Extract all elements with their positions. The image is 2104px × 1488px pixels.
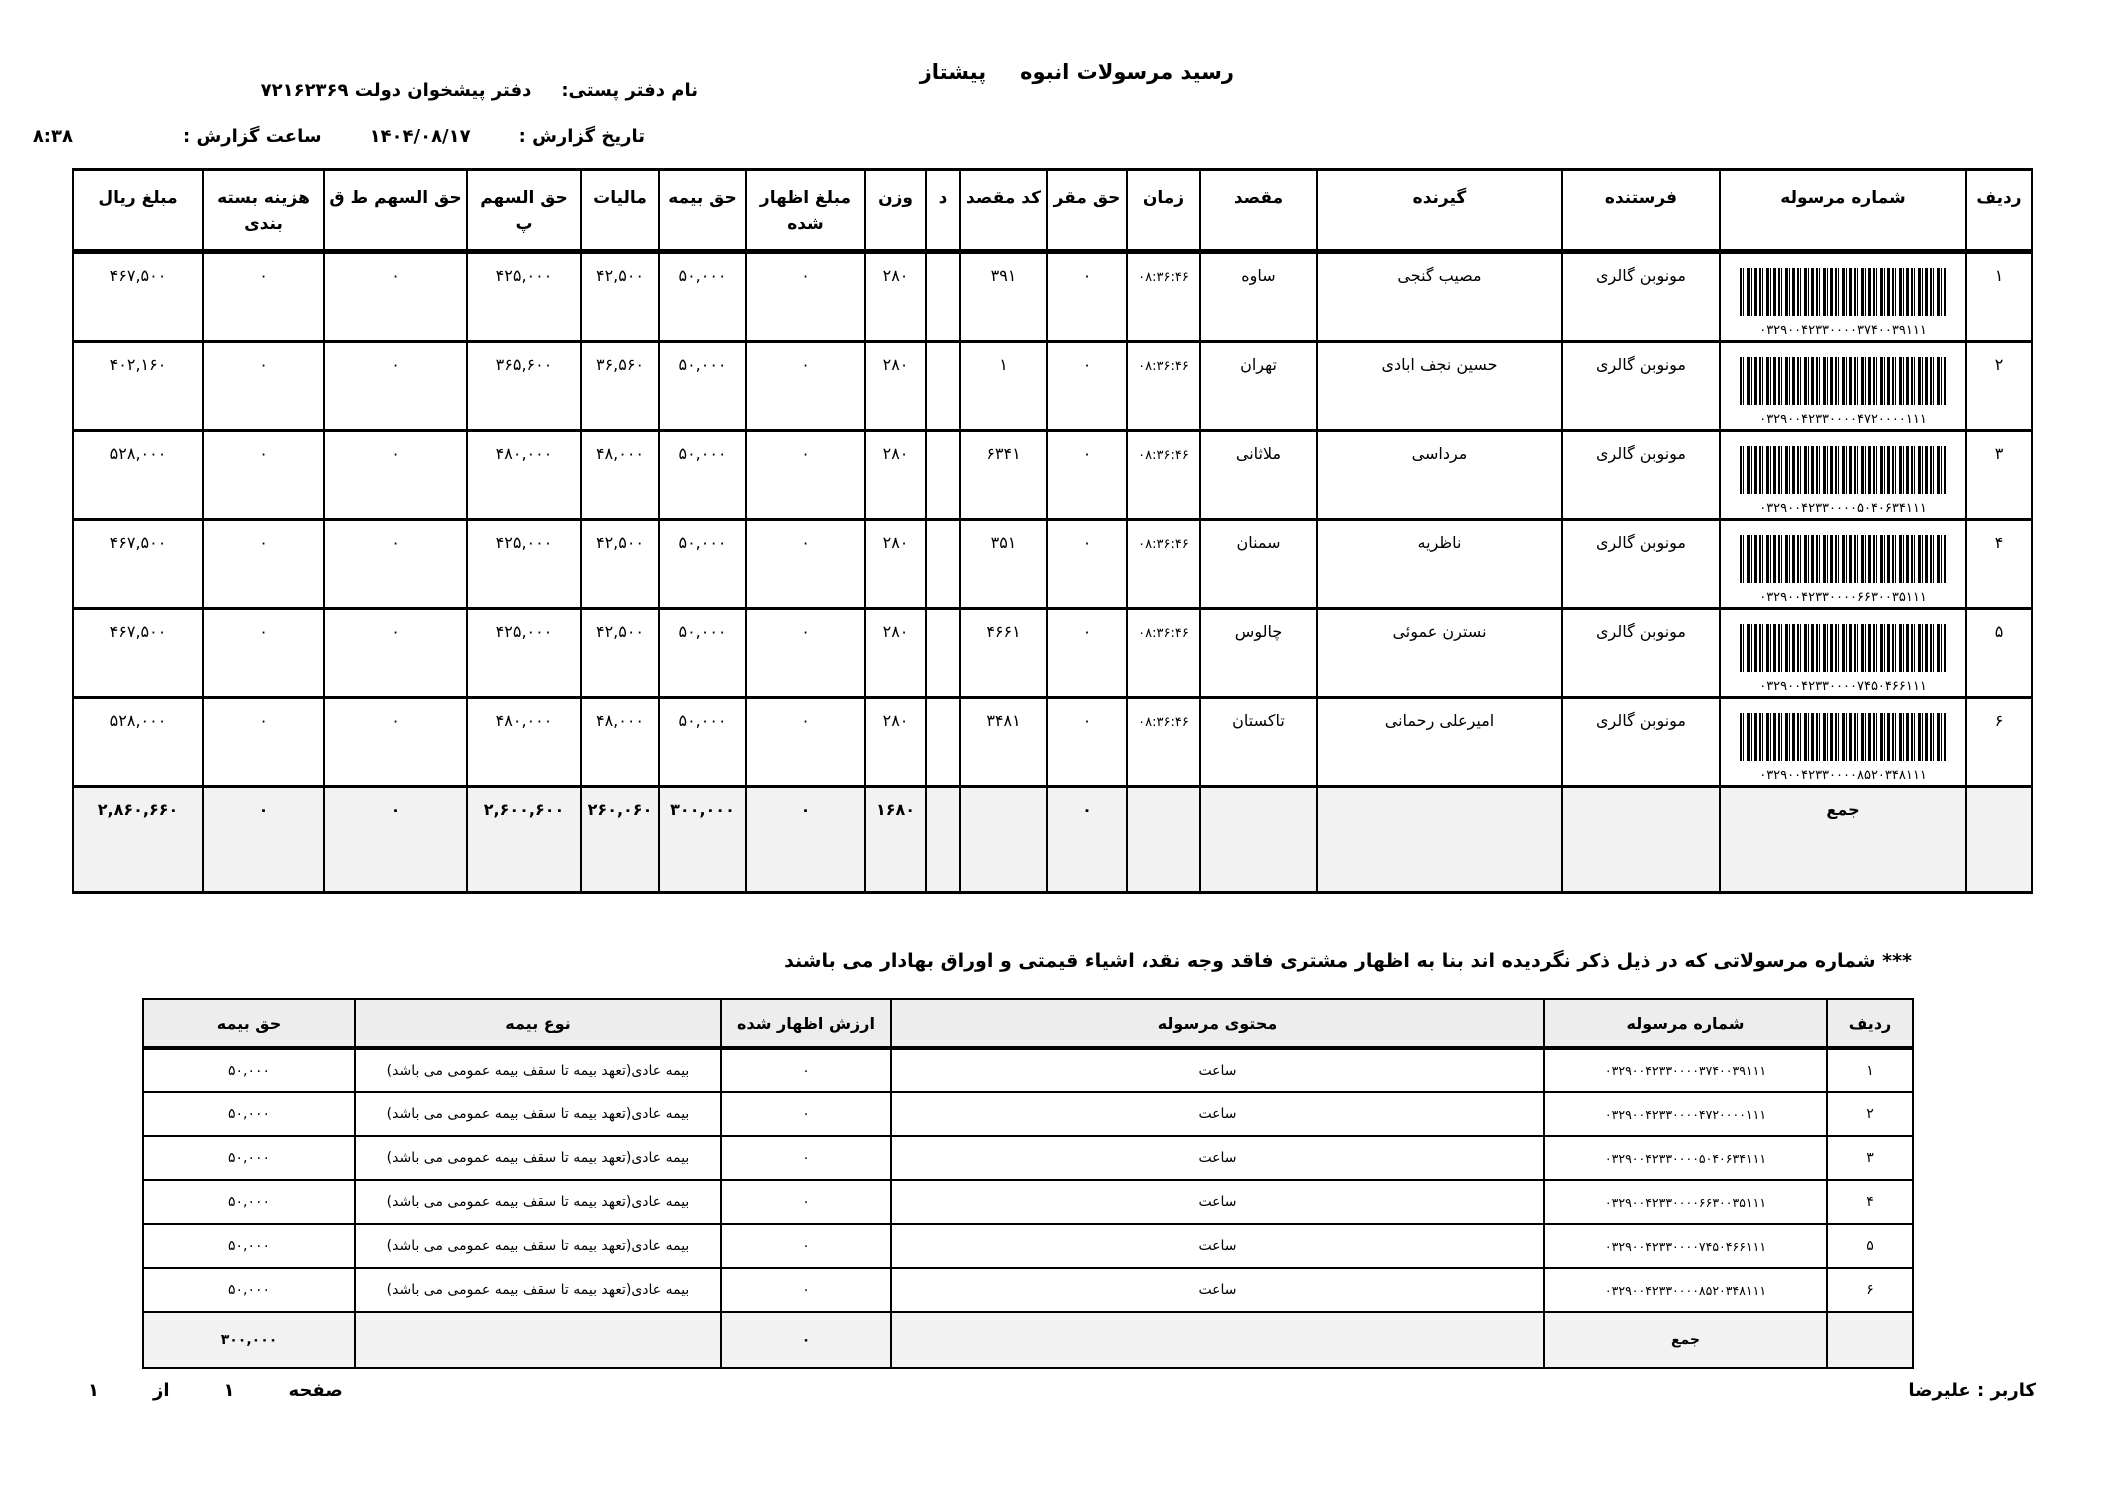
cell-dest-code: ۳۵۱ [960, 520, 1047, 609]
cell-insurance-type: بیمه عادی(تعهد بیمه تا سقف بیمه عمومی می باشد) [355, 1224, 721, 1268]
cell-time: ۰۸:۳۶:۴۶ [1127, 698, 1200, 787]
table-row [143, 1268, 1913, 1312]
cell-radif: ۴ [1966, 520, 2032, 609]
cell-dest: چالوس [1200, 609, 1317, 698]
cell-haq-maqar: ۰ [1047, 252, 1127, 342]
col-amount: مبلغ ریال [73, 170, 203, 252]
cell-share-p: ۴۲۵,۰۰۰ [467, 609, 581, 698]
table-row [143, 1136, 1913, 1180]
cell-share-tq: ۰ [324, 342, 467, 431]
cell-barcode [1720, 609, 1966, 698]
table-row [73, 609, 2032, 698]
cell-weight: ۲۸۰ [865, 252, 926, 342]
cell-declared: ۰ [746, 342, 865, 431]
cell-radif: ۶ [1827, 1268, 1913, 1312]
cell-tax: ۴۸,۰۰۰ [581, 698, 659, 787]
cell-time: ۰۸:۳۶:۴۶ [1127, 609, 1200, 698]
barcode-number: ۰۳۲۹۰۰۴۲۳۳۰۰۰۰۴۷۲۰۰۰۰۱۱۱ [1759, 412, 1927, 427]
cell-radif: ۳ [1966, 431, 2032, 520]
cell-dest-code: ۳۹۱ [960, 252, 1047, 342]
cell-insurance-fee: ۵۰,۰۰۰ [143, 1268, 355, 1312]
table-row [143, 1224, 1913, 1268]
cell-insurance-type: بیمه عادی(تعهد بیمه تا سقف بیمه عمومی می باشد) [355, 1092, 721, 1136]
table-row [73, 698, 2032, 787]
cell-tax: ۴۲,۵۰۰ [581, 609, 659, 698]
cell-amount: ۴۰۲,۱۶۰ [73, 342, 203, 431]
cell-radif: ۵ [1827, 1224, 1913, 1268]
cell-d [926, 342, 960, 431]
cell-share-p: ۴۲۵,۰۰۰ [467, 520, 581, 609]
cell-barcode [1720, 431, 1966, 520]
cell-d [926, 787, 960, 893]
barcode-image [1740, 268, 1946, 316]
cell-barcode: ۰۳۲۹۰۰۴۲۳۳۰۰۰۰۴۷۲۰۰۰۰۱۱۱ [1544, 1092, 1827, 1136]
cell-insurance-type: بیمه عادی(تعهد بیمه تا سقف بیمه عمومی می باشد) [355, 1136, 721, 1180]
insurance-table-container [142, 998, 1914, 1369]
cell-insurance-fee: ۵۰,۰۰۰ [143, 1136, 355, 1180]
cell-dest: سمنان [1200, 520, 1317, 609]
service-type-label: پیشتاز [919, 60, 987, 84]
insurance-table-body [143, 1048, 1913, 1368]
cell-d [926, 252, 960, 342]
cell-receiver: نسترن عموئی [1317, 609, 1562, 698]
header-row [143, 999, 1913, 1048]
post-office-line [261, 80, 698, 101]
barcode-image [1740, 446, 1946, 494]
barcode-image [1740, 357, 1946, 405]
cell-insurance-type: بیمه عادی(تعهد بیمه تا سقف بیمه عمومی می باشد) [355, 1268, 721, 1312]
sum-tax: ۲۶۰,۰۶۰ [581, 787, 659, 893]
cell-declared: ۰ [746, 252, 865, 342]
cell-dest: تاکستان [1200, 698, 1317, 787]
cell-weight: ۲۸۰ [865, 609, 926, 698]
cell-insurance: ۵۰,۰۰۰ [659, 609, 746, 698]
table-row [73, 342, 2032, 431]
page-label: صفحه [288, 1380, 343, 1401]
cell-declared: ۰ [746, 609, 865, 698]
cell-declared: ۰ [746, 698, 865, 787]
cell-dest-code: ۴۶۶۱ [960, 609, 1047, 698]
col-receiver: گیرنده [1317, 170, 1562, 252]
cell-packing: ۰ [203, 252, 324, 342]
col-radif: ردیف [1966, 170, 2032, 252]
cell-d [926, 609, 960, 698]
sum-label: جمع [1544, 1312, 1827, 1368]
cell-share-tq: ۰ [324, 252, 467, 342]
col-haq-maqar: حق مقر [1047, 170, 1127, 252]
user-label: کاربر : علیرضا [1908, 1380, 2036, 1401]
cell-radif [1966, 787, 2032, 893]
main-table-body [73, 252, 2032, 893]
cell-dest-code: ۳۴۸۱ [960, 698, 1047, 787]
barcode-image [1740, 535, 1946, 583]
cell-content: ساعت [891, 1136, 1544, 1180]
cell-receiver: ناظریه [1317, 520, 1562, 609]
col-share-p: حق السهم پ [467, 170, 581, 252]
of-label: از [153, 1380, 170, 1401]
cell-barcode [1720, 342, 1966, 431]
col-insurance-type: نوع بیمه [355, 999, 721, 1048]
cell-sender: مونوبن گالری [1562, 698, 1720, 787]
cell-haq-maqar: ۰ [1047, 431, 1127, 520]
cell-insurance-fee: ۵۰,۰۰۰ [143, 1224, 355, 1268]
cell-declared-value: ۰ [721, 1268, 891, 1312]
barcode-image [1740, 713, 1946, 761]
header-row [73, 170, 2032, 252]
cell-declared-value: ۰ [721, 1136, 891, 1180]
cell-share-p: ۴۸۰,۰۰۰ [467, 431, 581, 520]
cell-sender: مونوبن گالری [1562, 342, 1720, 431]
cell-dest [1200, 787, 1317, 893]
cell-time: ۰۸:۳۶:۴۶ [1127, 431, 1200, 520]
cell-amount: ۴۶۷,۵۰۰ [73, 609, 203, 698]
cell-radif: ۱ [1827, 1048, 1913, 1092]
page-number: ۱ [223, 1380, 235, 1401]
cell-packing: ۰ [203, 520, 324, 609]
cell-share-tq: ۰ [324, 431, 467, 520]
report-date-label: تاریخ گزارش : [518, 126, 645, 147]
cell-sender: مونوبن گالری [1562, 252, 1720, 342]
col-dest-code: کد مقصد [960, 170, 1047, 252]
cell-amount: ۵۲۸,۰۰۰ [73, 431, 203, 520]
cell-share-tq: ۰ [324, 609, 467, 698]
cell-receiver: امیرعلی رحمانی [1317, 698, 1562, 787]
cell-declared: ۰ [746, 520, 865, 609]
sum-share-p: ۲,۶۰۰,۶۰۰ [467, 787, 581, 893]
barcode-number: ۰۳۲۹۰۰۴۲۳۳۰۰۰۰۶۶۳۰۰۳۵۱۱۱ [1759, 590, 1927, 605]
cell-insurance-fee: ۵۰,۰۰۰ [143, 1092, 355, 1136]
cell-d [926, 431, 960, 520]
table-row [143, 1092, 1913, 1136]
col-d: د [926, 170, 960, 252]
col-content: محتوی مرسوله [891, 999, 1544, 1048]
col-dest: مقصد [1200, 170, 1317, 252]
col-radif: ردیف [1827, 999, 1913, 1048]
cell-haq-maqar: ۰ [1047, 342, 1127, 431]
cell-share-p: ۴۸۰,۰۰۰ [467, 698, 581, 787]
cell-receiver: مصیب گنجی [1317, 252, 1562, 342]
cell-haq-maqar: ۰ [1047, 698, 1127, 787]
cell-content: ساعت [891, 1048, 1544, 1092]
cell-weight: ۲۸۰ [865, 342, 926, 431]
main-table-header [73, 170, 2032, 252]
post-office-label: نام دفتر پستی: [561, 80, 698, 101]
sum-insurance: ۳۰۰,۰۰۰ [659, 787, 746, 893]
cell-declared-value: ۰ [721, 1092, 891, 1136]
main-table [72, 168, 2033, 894]
col-declared-value: ارزش اظهار شده [721, 999, 891, 1048]
barcode-number: ۰۳۲۹۰۰۴۲۳۳۰۰۰۰۵۰۴۰۶۳۴۱۱۱ [1759, 501, 1927, 516]
col-barcode: شماره مرسوله [1720, 170, 1966, 252]
sum-row [73, 787, 2032, 893]
cell-barcode [1720, 698, 1966, 787]
post-office-value: دفتر پیشخوان دولت ۷۲۱۶۲۳۶۹ [260, 80, 532, 101]
page-total: ۱ [88, 1380, 99, 1401]
cell-content [891, 1312, 1544, 1368]
col-barcode: شماره مرسوله [1544, 999, 1827, 1048]
cell-dest: تهران [1200, 342, 1317, 431]
sum-declared-value: ۰ [721, 1312, 891, 1368]
cell-share-tq: ۰ [324, 520, 467, 609]
cell-radif: ۱ [1966, 252, 2032, 342]
cell-barcode: ۰۳۲۹۰۰۴۲۳۳۰۰۰۰۷۴۵۰۴۶۶۱۱۱ [1544, 1224, 1827, 1268]
insurance-table [142, 998, 1914, 1369]
table-row [143, 1180, 1913, 1224]
cell-sender [1562, 787, 1720, 893]
cell-amount: ۴۶۷,۵۰۰ [73, 520, 203, 609]
cell-share-p: ۳۶۵,۶۰۰ [467, 342, 581, 431]
cell-sender: مونوبن گالری [1562, 609, 1720, 698]
barcode-image [1740, 624, 1946, 672]
cell-insurance-fee: ۵۰,۰۰۰ [143, 1048, 355, 1092]
barcode-number: ۰۳۲۹۰۰۴۲۳۳۰۰۰۰۸۵۲۰۳۴۸۱۱۱ [1759, 768, 1927, 783]
cell-insurance: ۵۰,۰۰۰ [659, 342, 746, 431]
cell-sender: مونوبن گالری [1562, 520, 1720, 609]
cell-tax: ۳۶,۵۶۰ [581, 342, 659, 431]
main-table-container [72, 168, 2033, 894]
cell-d [926, 698, 960, 787]
cell-weight: ۲۸۰ [865, 520, 926, 609]
report-date-line [33, 126, 645, 147]
cell-time [1127, 787, 1200, 893]
col-time: زمان [1127, 170, 1200, 252]
sum-weight: ۱۶۸۰ [865, 787, 926, 893]
cell-receiver [1317, 787, 1562, 893]
cell-barcode: ۰۳۲۹۰۰۴۲۳۳۰۰۰۰۵۰۴۰۶۳۴۱۱۱ [1544, 1136, 1827, 1180]
sum-row [143, 1312, 1913, 1368]
cell-radif: ۵ [1966, 609, 2032, 698]
cell-tax: ۴۲,۵۰۰ [581, 252, 659, 342]
cell-content: ساعت [891, 1268, 1544, 1312]
report-time-value: ۸:۳۸ [32, 126, 73, 147]
cell-insurance-type [355, 1312, 721, 1368]
cell-haq-maqar: ۰ [1047, 609, 1127, 698]
barcode-number: ۰۳۲۹۰۰۴۲۳۳۰۰۰۰۳۷۴۰۰۳۹۱۱۱ [1759, 323, 1927, 338]
no-valuables-note: *** شماره مرسولاتی که در ذیل ذکر نگردیده اند بنا به اظهار مشتری فاقد وجه نقد، اشیاء قیمتی و اوراق بهادار می باشند [784, 950, 1912, 972]
col-weight: وزن [865, 170, 926, 252]
cell-receiver: حسین نجف ابادی [1317, 342, 1562, 431]
cell-insurance: ۵۰,۰۰۰ [659, 520, 746, 609]
cell-weight: ۲۸۰ [865, 431, 926, 520]
cell-packing: ۰ [203, 431, 324, 520]
cell-time: ۰۸:۳۶:۴۶ [1127, 342, 1200, 431]
col-packing: هزینه بسته بندی [203, 170, 324, 252]
cell-dest: ملاثانی [1200, 431, 1317, 520]
cell-dest: ساوه [1200, 252, 1317, 342]
insurance-table-header [143, 999, 1913, 1048]
sum-amount: ۲,۸۶۰,۶۶۰ [73, 787, 203, 893]
cell-dest-code [960, 787, 1047, 893]
cell-tax: ۴۲,۵۰۰ [581, 520, 659, 609]
cell-share-p: ۴۲۵,۰۰۰ [467, 252, 581, 342]
col-share-tq: حق السهم ط ق [324, 170, 467, 252]
table-row [73, 431, 2032, 520]
page-title [920, 60, 1234, 84]
cell-declared-value: ۰ [721, 1180, 891, 1224]
cell-dest-code: ۶۳۴۱ [960, 431, 1047, 520]
cell-insurance: ۵۰,۰۰۰ [659, 431, 746, 520]
cell-insurance: ۵۰,۰۰۰ [659, 698, 746, 787]
cell-dest-code: ۱ [960, 342, 1047, 431]
cell-sender: مونوبن گالری [1562, 431, 1720, 520]
cell-content: ساعت [891, 1224, 1544, 1268]
table-row [73, 520, 2032, 609]
cell-radif: ۲ [1827, 1092, 1913, 1136]
cell-amount: ۴۶۷,۵۰۰ [73, 252, 203, 342]
cell-declared: ۰ [746, 431, 865, 520]
col-insurance: حق بیمه [659, 170, 746, 252]
table-row [73, 252, 2032, 342]
sum-label: جمع [1720, 787, 1966, 893]
sum-packing: ۰ [203, 787, 324, 893]
cell-content: ساعت [891, 1092, 1544, 1136]
cell-weight: ۲۸۰ [865, 698, 926, 787]
cell-radif: ۳ [1827, 1136, 1913, 1180]
col-tax: مالیات [581, 170, 659, 252]
cell-barcode: ۰۳۲۹۰۰۴۲۳۳۰۰۰۰۳۷۴۰۰۳۹۱۱۱ [1544, 1048, 1827, 1092]
cell-radif [1827, 1312, 1913, 1368]
cell-insurance-type: بیمه عادی(تعهد بیمه تا سقف بیمه عمومی می باشد) [355, 1180, 721, 1224]
cell-radif: ۴ [1827, 1180, 1913, 1224]
sum-insurance-fee: ۳۰۰,۰۰۰ [143, 1312, 355, 1368]
cell-declared-value: ۰ [721, 1048, 891, 1092]
cell-insurance-fee: ۵۰,۰۰۰ [143, 1180, 355, 1224]
cell-time: ۰۸:۳۶:۴۶ [1127, 520, 1200, 609]
cell-receiver: مرداسی [1317, 431, 1562, 520]
cell-barcode [1720, 520, 1966, 609]
cell-d [926, 520, 960, 609]
page-number-line [88, 1380, 343, 1401]
col-sender: فرستنده [1562, 170, 1720, 252]
cell-tax: ۴۸,۰۰۰ [581, 431, 659, 520]
cell-share-tq: ۰ [324, 698, 467, 787]
cell-insurance-type: بیمه عادی(تعهد بیمه تا سقف بیمه عمومی می باشد) [355, 1048, 721, 1092]
cell-barcode [1720, 252, 1966, 342]
sum-declared: ۰ [746, 787, 865, 893]
sum-share-tq: ۰ [324, 787, 467, 893]
table-row [143, 1048, 1913, 1092]
page-title-text: رسید مرسولات انبوه [1020, 60, 1234, 84]
cell-barcode: ۰۳۲۹۰۰۴۲۳۳۰۰۰۰۶۶۳۰۰۳۵۱۱۱ [1544, 1180, 1827, 1224]
cell-radif: ۲ [1966, 342, 2032, 431]
cell-content: ساعت [891, 1180, 1544, 1224]
report-time-label: ساعت گزارش : [182, 126, 322, 147]
cell-declared-value: ۰ [721, 1224, 891, 1268]
cell-packing: ۰ [203, 698, 324, 787]
col-insurance-fee: حق بیمه [143, 999, 355, 1048]
report-date-value: ۱۴۰۴/۰۸/۱۷ [369, 126, 471, 147]
cell-packing: ۰ [203, 609, 324, 698]
cell-radif: ۶ [1966, 698, 2032, 787]
cell-amount: ۵۲۸,۰۰۰ [73, 698, 203, 787]
cell-packing: ۰ [203, 342, 324, 431]
cell-haq-maqar: ۰ [1047, 520, 1127, 609]
cell-barcode: ۰۳۲۹۰۰۴۲۳۳۰۰۰۰۸۵۲۰۳۴۸۱۱۱ [1544, 1268, 1827, 1312]
col-declared: مبلغ اظهار شده [746, 170, 865, 252]
barcode-number: ۰۳۲۹۰۰۴۲۳۳۰۰۰۰۷۴۵۰۴۶۶۱۱۱ [1759, 679, 1927, 694]
cell-time: ۰۸:۳۶:۴۶ [1127, 252, 1200, 342]
sum-haq-maqar: ۰ [1047, 787, 1127, 893]
cell-insurance: ۵۰,۰۰۰ [659, 252, 746, 342]
